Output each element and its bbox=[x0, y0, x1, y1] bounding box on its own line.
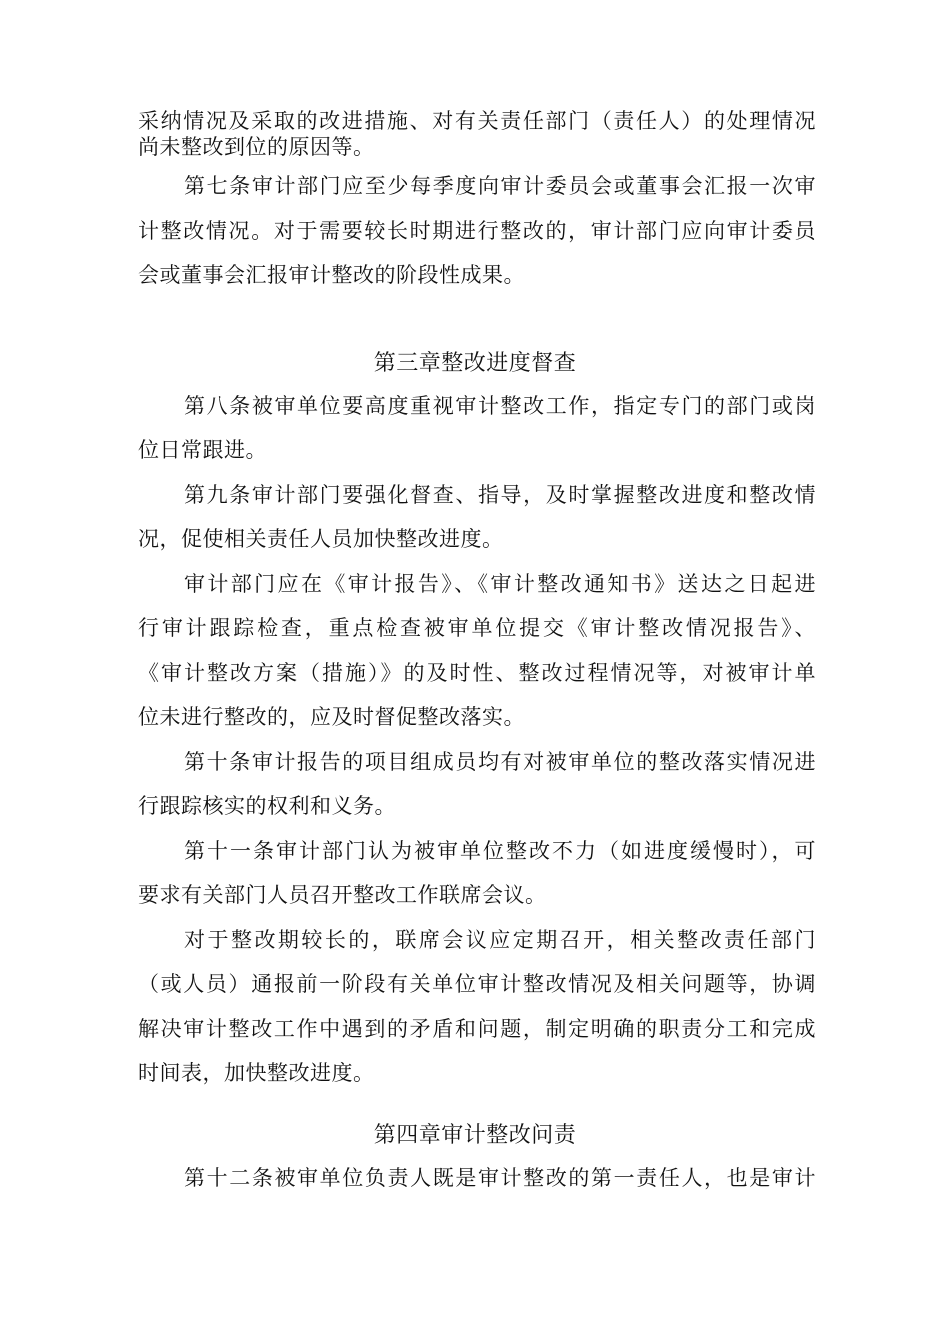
body-text-line: 况，促使相关责任人员加快整改进度。 bbox=[138, 527, 504, 551]
body-text-line: 位未进行整改的，应及时督促整改落实。 bbox=[138, 705, 525, 729]
chapter-3-heading: 第三章整改进度督查 bbox=[373, 351, 577, 376]
body-text-line: 时间表，加快整改进度。 bbox=[138, 1061, 375, 1085]
body-text-line: 《审计整改方案（措施）》的及时性、整改过程情况等，对被审计单 bbox=[138, 661, 816, 685]
article-9-text: 第九条审计部门要强化督查、指导，及时掌握整改进度和整改情 bbox=[184, 483, 816, 507]
article-7-text: 第七条审计部门应至少每季度向审计委员会或董事会汇报一次审 bbox=[184, 174, 816, 198]
body-text-line: 位日常跟进。 bbox=[138, 438, 267, 462]
article-10-text: 第十条审计报告的项目组成员均有对被审单位的整改落实情况进 bbox=[184, 750, 816, 774]
chapter-4-heading: 第四章审计整改问责 bbox=[373, 1123, 577, 1148]
body-text-line: 行审计跟踪检查，重点检查被审单位提交《审计整改情况报告》、 bbox=[138, 616, 816, 640]
body-text-line: 采纳情况及采取的改进措施、对有关责任部门（责任人）的处理情况 bbox=[138, 109, 816, 133]
article-12-text: 第十二条被审单位负责人既是审计整改的第一责任人，也是审计 bbox=[184, 1166, 816, 1190]
body-text-line: 解决审计整改工作中遇到的矛盾和问题，制定明确的职责分工和完成 bbox=[138, 1017, 816, 1041]
paragraph-text: 审计部门应在《审计报告》、《审计整改通知书》送达之日起进 bbox=[184, 572, 816, 596]
body-text-line: 行跟踪核实的权利和义务。 bbox=[138, 794, 396, 818]
paragraph-text: 对于整改期较长的，联席会议应定期召开，相关整改责任部门 bbox=[184, 928, 816, 952]
body-text-line: 要求有关部门人员召开整改工作联席会议。 bbox=[138, 883, 547, 907]
body-text-line: 会或董事会汇报审计整改的阶段性成果。 bbox=[138, 263, 525, 287]
body-text-line: 计整改情况。对于需要较长时期进行整改的，审计部门应向审计委员 bbox=[138, 219, 816, 243]
body-text-line: （或人员）通报前一阶段有关单位审计整改情况及相关问题等，协调 bbox=[138, 972, 816, 996]
article-11-text: 第十一条审计部门认为被审单位整改不力（如进度缓慢时），可 bbox=[184, 839, 816, 863]
body-text-line: 尚未整改到位的原因等。 bbox=[138, 135, 375, 159]
article-8-text: 第八条被审单位要高度重视审计整改工作，指定专门的部门或岗 bbox=[184, 394, 816, 418]
